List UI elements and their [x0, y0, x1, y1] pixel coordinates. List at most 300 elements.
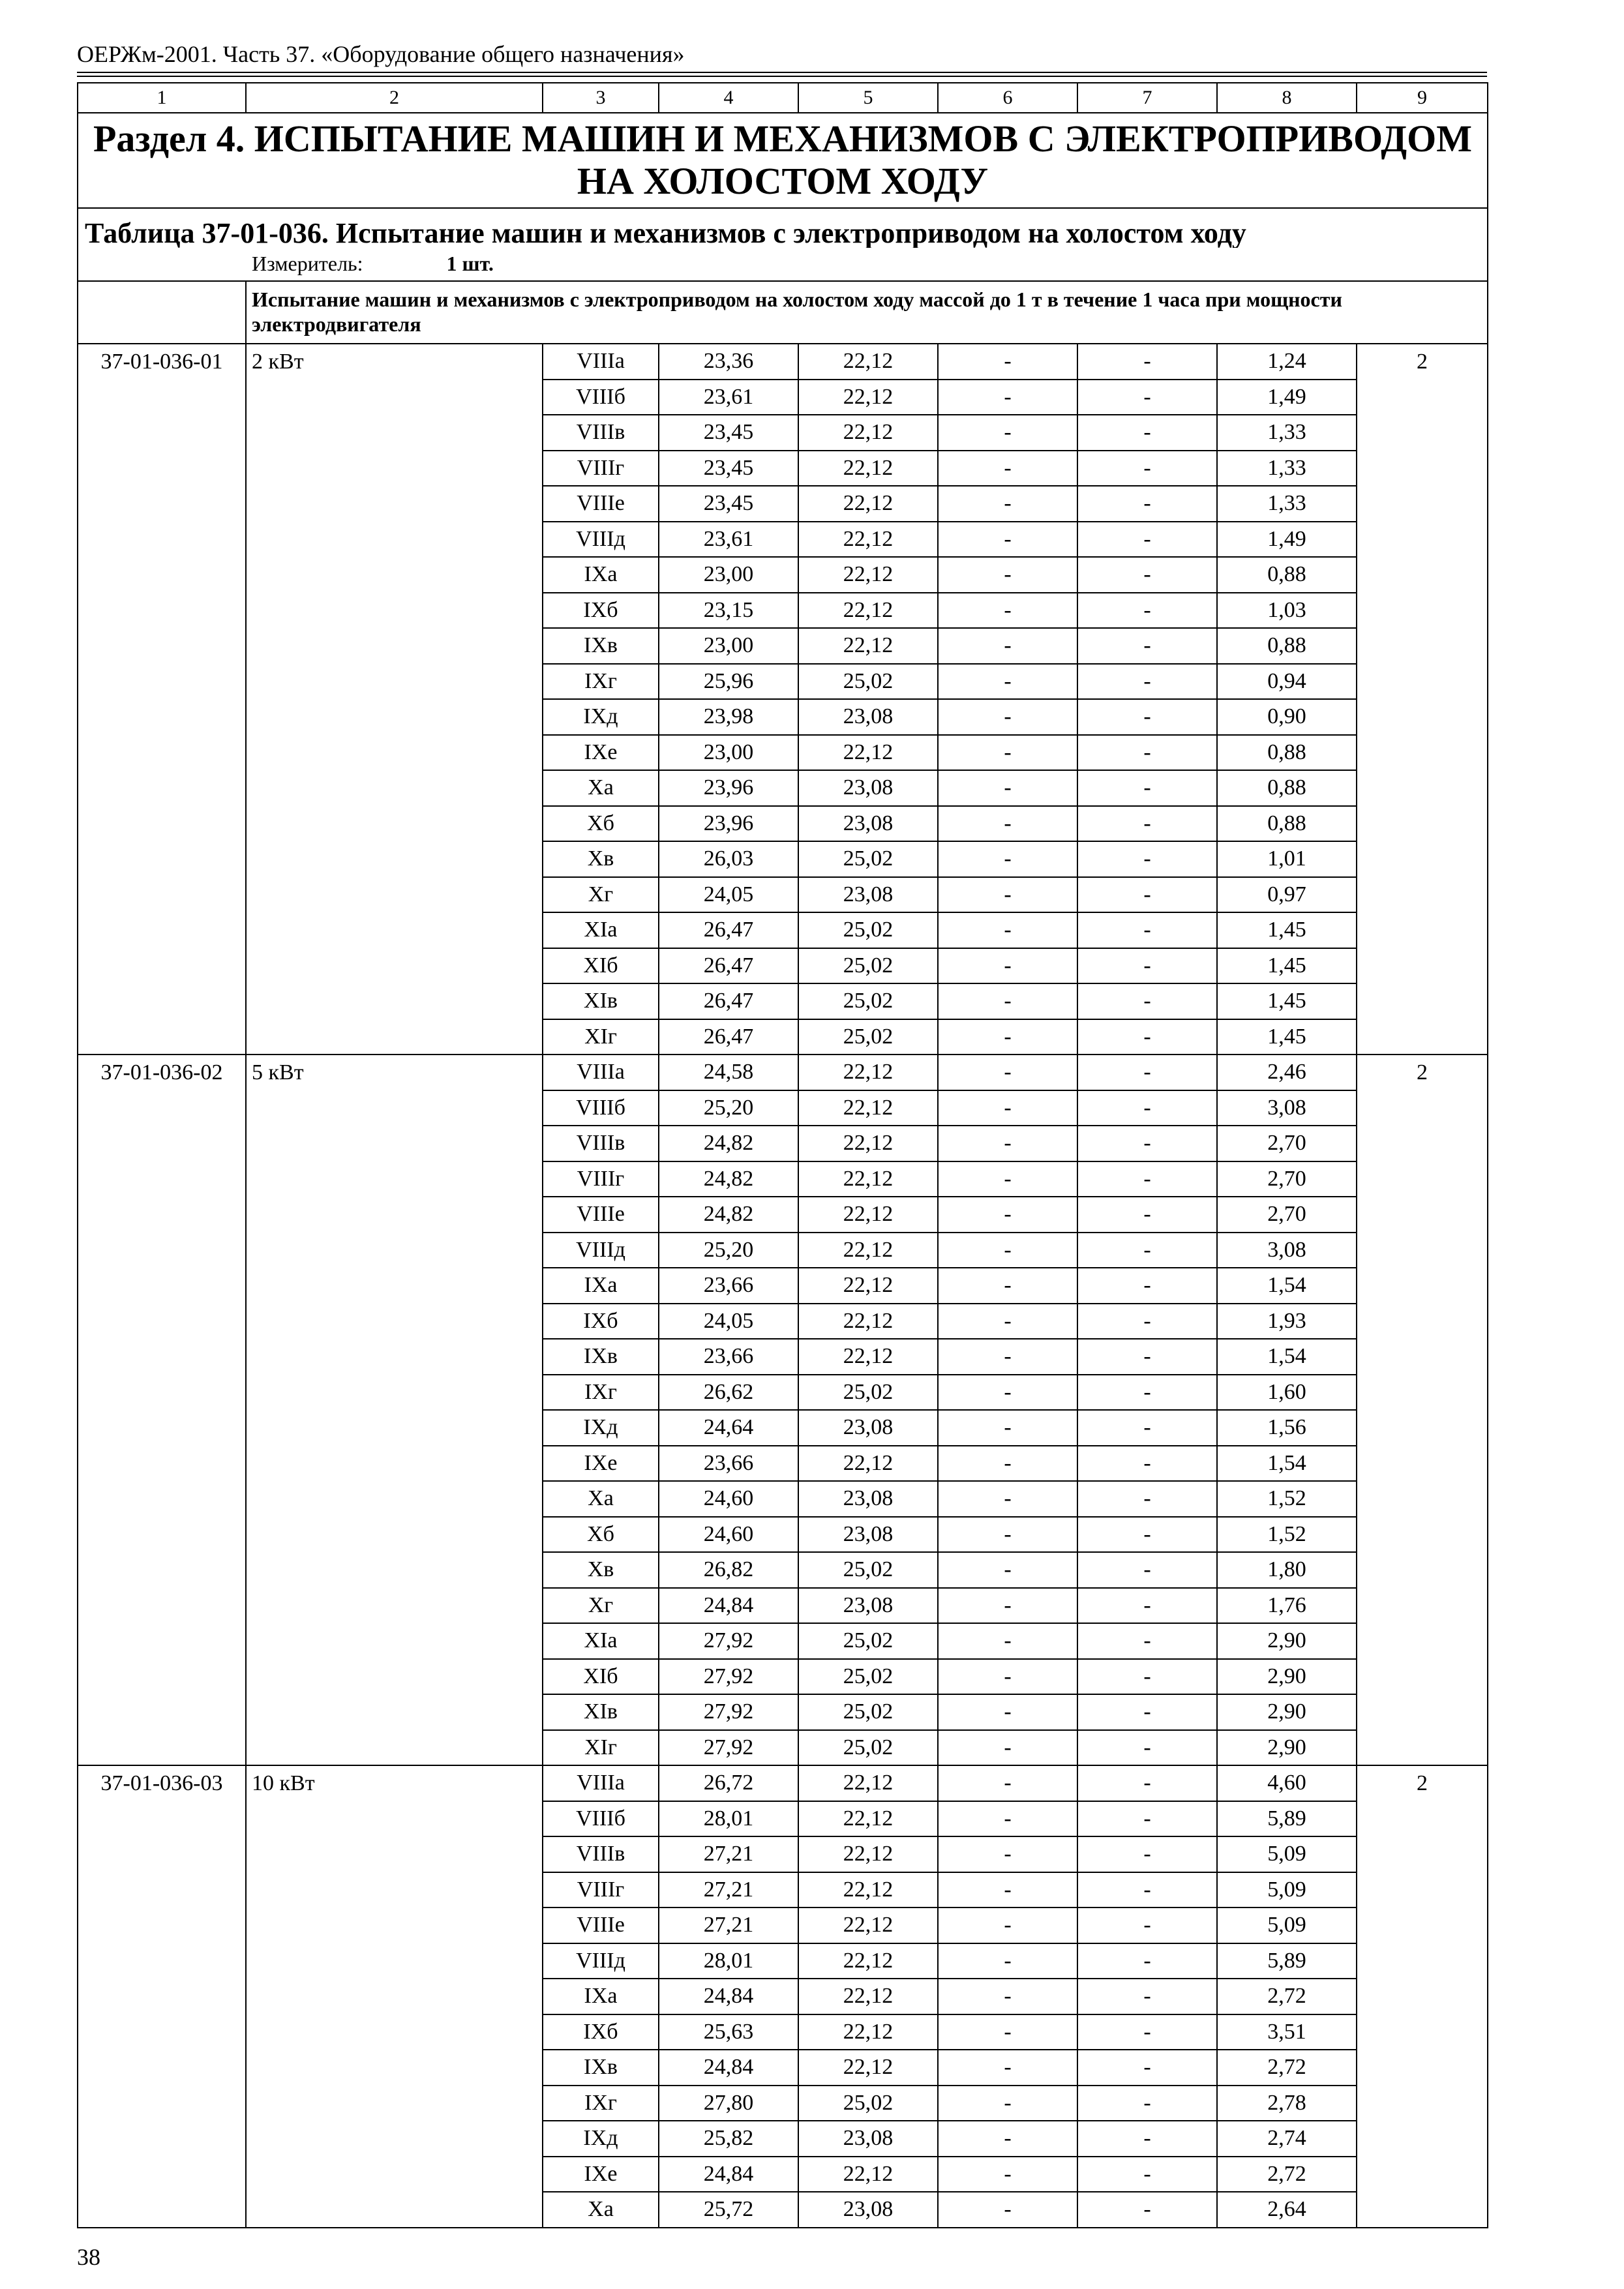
- total-cell: 26,47: [659, 1019, 798, 1055]
- category-value: 2: [1357, 1055, 1488, 1765]
- machine-cell: -: [938, 1659, 1077, 1695]
- driver-cell: -: [1077, 1197, 1217, 1233]
- zone-cell: Xб: [543, 1517, 659, 1553]
- zone-cell: IXб: [543, 1304, 659, 1339]
- description: Испытание машин и механизмов с электроприводом на холостом ходу массой до 1 т в течение 1 часа при мощности электродвигателя: [246, 281, 1488, 344]
- driver-cell: -: [1077, 593, 1217, 629]
- zone-cell: XIа: [543, 1623, 659, 1659]
- total-cell: 26,47: [659, 983, 798, 1019]
- driver-cell: -: [1077, 1019, 1217, 1055]
- zone-cell: IXа: [543, 1979, 659, 2014]
- total-cell: 25,96: [659, 664, 798, 700]
- total-cell: 23,61: [659, 380, 798, 415]
- labor-cell: 25,02: [798, 983, 938, 1019]
- material-cell: 1,49: [1217, 380, 1357, 415]
- material-cell: 0,88: [1217, 735, 1357, 771]
- machine-cell: -: [938, 1765, 1077, 1801]
- labor-cell: 22,12: [798, 1090, 938, 1126]
- total-cell: 23,00: [659, 735, 798, 771]
- section-title-row: [78, 113, 1488, 208]
- total-cell: 24,05: [659, 1304, 798, 1339]
- labor-cell: 25,02: [798, 1623, 938, 1659]
- driver-cell: -: [1077, 1801, 1217, 1837]
- labor-cell: 22,12: [798, 2050, 938, 2086]
- driver-cell: -: [1077, 1481, 1217, 1517]
- section-title: Раздел 4. ИСПЫТАНИЕ МАШИН И МЕХАНИЗМОВ С ЭЛЕКТРОПРИВОДОМ НА ХОЛОСТОМ ХОДУ: [78, 113, 1488, 208]
- labor-cell: 25,02: [798, 1659, 938, 1695]
- material-cell: 5,89: [1217, 1801, 1357, 1837]
- zone-cell: IXд: [543, 699, 659, 735]
- labor-cell: 22,12: [798, 1908, 938, 1943]
- machine-cell: -: [938, 983, 1077, 1019]
- driver-cell: -: [1077, 912, 1217, 948]
- total-cell: 24,84: [659, 1979, 798, 2014]
- labor-cell: 23,08: [798, 1410, 938, 1446]
- zone-cell: IXе: [543, 735, 659, 771]
- total-cell: 23,45: [659, 486, 798, 522]
- material-cell: 2,70: [1217, 1197, 1357, 1233]
- labor-cell: 25,02: [798, 912, 938, 948]
- column-number: 8: [1217, 83, 1357, 113]
- zone-cell: XIб: [543, 948, 659, 984]
- machine-cell: -: [938, 1161, 1077, 1197]
- zone-cell: VIIIб: [543, 380, 659, 415]
- total-cell: 27,92: [659, 1623, 798, 1659]
- driver-cell: -: [1077, 1588, 1217, 1624]
- zone-cell: IXд: [543, 2121, 659, 2157]
- total-cell: 24,84: [659, 2050, 798, 2086]
- material-cell: 2,70: [1217, 1126, 1357, 1161]
- driver-cell: -: [1077, 2121, 1217, 2157]
- zone-cell: IXб: [543, 2014, 659, 2050]
- machine-cell: -: [938, 451, 1077, 486]
- zone-cell: Xг: [543, 1588, 659, 1624]
- machine-cell: -: [938, 628, 1077, 664]
- machine-cell: -: [938, 664, 1077, 700]
- machine-cell: -: [938, 1979, 1077, 2014]
- labor-cell: 22,12: [798, 1943, 938, 1979]
- machine-cell: -: [938, 1588, 1077, 1624]
- material-cell: 1,93: [1217, 1304, 1357, 1339]
- material-cell: 2,90: [1217, 1730, 1357, 1766]
- driver-cell: -: [1077, 1446, 1217, 1482]
- labor-cell: 23,08: [798, 770, 938, 806]
- material-cell: 1,52: [1217, 1517, 1357, 1553]
- zone-cell: VIIIа: [543, 1055, 659, 1090]
- total-cell: 23,00: [659, 628, 798, 664]
- zone-cell: IXг: [543, 1375, 659, 1411]
- total-cell: 27,80: [659, 2086, 798, 2121]
- labor-cell: 22,12: [798, 1446, 938, 1482]
- labor-cell: 22,12: [798, 1055, 938, 1090]
- material-cell: 2,78: [1217, 2086, 1357, 2121]
- labor-cell: 22,12: [798, 2014, 938, 2050]
- driver-cell: -: [1077, 1943, 1217, 1979]
- labor-cell: 22,12: [798, 1339, 938, 1375]
- total-cell: 28,01: [659, 1801, 798, 1837]
- driver-cell: -: [1077, 664, 1217, 700]
- material-cell: 1,03: [1217, 593, 1357, 629]
- labor-cell: 23,08: [798, 1588, 938, 1624]
- total-cell: 23,96: [659, 806, 798, 842]
- measure-label: Измеритель:: [252, 252, 363, 275]
- total-cell: 27,92: [659, 1730, 798, 1766]
- material-cell: 1,45: [1217, 912, 1357, 948]
- driver-cell: -: [1077, 1339, 1217, 1375]
- labor-cell: 25,02: [798, 2086, 938, 2121]
- total-cell: 23,66: [659, 1446, 798, 1482]
- driver-cell: -: [1077, 380, 1217, 415]
- driver-cell: -: [1077, 1694, 1217, 1730]
- total-cell: 23,66: [659, 1339, 798, 1375]
- zone-cell: VIIIд: [543, 1943, 659, 1979]
- driver-cell: -: [1077, 628, 1217, 664]
- machine-cell: -: [938, 2086, 1077, 2121]
- running-header: ОЕРЖм-2001. Часть 37. «Оборудование общего назначения»: [77, 41, 685, 67]
- zone-cell: VIIIд: [543, 522, 659, 558]
- machine-cell: -: [938, 2121, 1077, 2157]
- labor-cell: 22,12: [798, 1765, 938, 1801]
- total-cell: 23,96: [659, 770, 798, 806]
- labor-cell: 22,12: [798, 1233, 938, 1268]
- machine-cell: -: [938, 1872, 1077, 1908]
- machine-cell: -: [938, 2050, 1077, 2086]
- material-cell: 1,49: [1217, 522, 1357, 558]
- labor-cell: 22,12: [798, 486, 938, 522]
- machine-cell: -: [938, 2192, 1077, 2228]
- total-cell: 27,21: [659, 1908, 798, 1943]
- zone-cell: IXг: [543, 664, 659, 700]
- zone-cell: VIIIв: [543, 415, 659, 451]
- zone-cell: IXа: [543, 557, 659, 593]
- total-cell: 27,92: [659, 1694, 798, 1730]
- machine-cell: -: [938, 877, 1077, 913]
- column-number: 5: [798, 83, 938, 113]
- zone-cell: IXв: [543, 2050, 659, 2086]
- driver-cell: -: [1077, 1517, 1217, 1553]
- measure-row: [78, 248, 1488, 281]
- labor-cell: 22,12: [798, 451, 938, 486]
- labor-cell: 22,12: [798, 1304, 938, 1339]
- machine-cell: -: [938, 593, 1077, 629]
- total-cell: 23,45: [659, 451, 798, 486]
- material-cell: 2,72: [1217, 2157, 1357, 2192]
- zone-cell: XIв: [543, 983, 659, 1019]
- driver-cell: -: [1077, 1233, 1217, 1268]
- total-cell: 26,47: [659, 948, 798, 984]
- driver-cell: -: [1077, 735, 1217, 771]
- driver-cell: -: [1077, 451, 1217, 486]
- machine-cell: -: [938, 1943, 1077, 1979]
- total-cell: 26,72: [659, 1765, 798, 1801]
- description-blank-cell: [78, 281, 246, 344]
- zone-cell: Xа: [543, 2192, 659, 2228]
- driver-cell: -: [1077, 1161, 1217, 1197]
- driver-cell: -: [1077, 948, 1217, 984]
- driver-cell: -: [1077, 1304, 1217, 1339]
- total-cell: 23,66: [659, 1268, 798, 1304]
- driver-cell: -: [1077, 1730, 1217, 1766]
- labor-cell: 23,08: [798, 2192, 938, 2228]
- motor-power: 5 кВт: [246, 1055, 543, 1765]
- material-cell: 2,70: [1217, 1161, 1357, 1197]
- zone-cell: IXа: [543, 1268, 659, 1304]
- labor-cell: 22,12: [798, 735, 938, 771]
- driver-cell: -: [1077, 1410, 1217, 1446]
- labor-cell: 22,12: [798, 415, 938, 451]
- table-title-row: [78, 208, 1488, 248]
- zone-cell: Xа: [543, 1481, 659, 1517]
- material-cell: 5,09: [1217, 1872, 1357, 1908]
- total-cell: 24,84: [659, 2157, 798, 2192]
- material-cell: 1,80: [1217, 1552, 1357, 1588]
- column-number: 2: [246, 83, 543, 113]
- material-cell: 0,88: [1217, 770, 1357, 806]
- machine-cell: -: [938, 1801, 1077, 1837]
- labor-cell: 25,02: [798, 948, 938, 984]
- total-cell: 23,15: [659, 593, 798, 629]
- driver-cell: -: [1077, 699, 1217, 735]
- total-cell: 27,21: [659, 1836, 798, 1872]
- category-value: 2: [1357, 1765, 1488, 2228]
- total-cell: 24,58: [659, 1055, 798, 1090]
- machine-cell: -: [938, 557, 1077, 593]
- material-cell: 1,76: [1217, 1588, 1357, 1624]
- material-cell: 1,33: [1217, 451, 1357, 486]
- labor-cell: 22,12: [798, 1161, 938, 1197]
- machine-cell: -: [938, 699, 1077, 735]
- material-cell: 0,88: [1217, 628, 1357, 664]
- total-cell: 23,61: [659, 522, 798, 558]
- zone-cell: VIIIб: [543, 1090, 659, 1126]
- total-cell: 24,82: [659, 1161, 798, 1197]
- zone-cell: XIг: [543, 1730, 659, 1766]
- material-cell: 2,74: [1217, 2121, 1357, 2157]
- material-cell: 1,45: [1217, 1019, 1357, 1055]
- labor-cell: 22,12: [798, 1979, 938, 2014]
- labor-cell: 23,08: [798, 699, 938, 735]
- driver-cell: -: [1077, 1836, 1217, 1872]
- material-cell: 1,01: [1217, 841, 1357, 877]
- machine-cell: -: [938, 1446, 1077, 1482]
- zone-cell: IXе: [543, 2157, 659, 2192]
- header-rule: [77, 72, 1487, 73]
- machine-cell: -: [938, 1410, 1077, 1446]
- machine-cell: -: [938, 1233, 1077, 1268]
- price-table: [77, 82, 1488, 2228]
- driver-cell: -: [1077, 1268, 1217, 1304]
- driver-cell: -: [1077, 2192, 1217, 2228]
- total-cell: 26,47: [659, 912, 798, 948]
- machine-cell: -: [938, 1552, 1077, 1588]
- machine-cell: -: [938, 2014, 1077, 2050]
- zone-cell: XIг: [543, 1019, 659, 1055]
- total-cell: 28,01: [659, 1943, 798, 1979]
- zone-cell: VIIIе: [543, 1197, 659, 1233]
- description-row: [78, 281, 1488, 344]
- material-cell: 1,54: [1217, 1268, 1357, 1304]
- labor-cell: 22,12: [798, 1197, 938, 1233]
- material-cell: 4,60: [1217, 1765, 1357, 1801]
- material-cell: 3,51: [1217, 2014, 1357, 2050]
- total-cell: 24,05: [659, 877, 798, 913]
- driver-cell: -: [1077, 2014, 1217, 2050]
- material-cell: 0,88: [1217, 806, 1357, 842]
- driver-cell: -: [1077, 1623, 1217, 1659]
- zone-cell: IXв: [543, 628, 659, 664]
- material-cell: 0,88: [1217, 557, 1357, 593]
- total-cell: 24,64: [659, 1410, 798, 1446]
- zone-cell: IXб: [543, 593, 659, 629]
- driver-cell: -: [1077, 841, 1217, 877]
- driver-cell: -: [1077, 486, 1217, 522]
- machine-cell: -: [938, 1197, 1077, 1233]
- total-cell: 25,20: [659, 1090, 798, 1126]
- machine-cell: -: [938, 1623, 1077, 1659]
- driver-cell: -: [1077, 1375, 1217, 1411]
- material-cell: 1,45: [1217, 983, 1357, 1019]
- zone-cell: Xв: [543, 841, 659, 877]
- machine-cell: -: [938, 2157, 1077, 2192]
- machine-cell: -: [938, 1055, 1077, 1090]
- driver-cell: -: [1077, 415, 1217, 451]
- total-cell: 23,98: [659, 699, 798, 735]
- labor-cell: 22,12: [798, 1126, 938, 1161]
- zone-cell: IXв: [543, 1339, 659, 1375]
- total-cell: 23,36: [659, 344, 798, 380]
- material-cell: 2,72: [1217, 2050, 1357, 2086]
- labor-cell: 22,12: [798, 344, 938, 380]
- total-cell: 23,00: [659, 557, 798, 593]
- column-number: 7: [1077, 83, 1217, 113]
- machine-cell: -: [938, 344, 1077, 380]
- machine-cell: -: [938, 1268, 1077, 1304]
- column-number: 6: [938, 83, 1077, 113]
- total-cell: 24,82: [659, 1126, 798, 1161]
- material-cell: 1,33: [1217, 486, 1357, 522]
- total-cell: 26,03: [659, 841, 798, 877]
- total-cell: 26,62: [659, 1375, 798, 1411]
- labor-cell: 25,02: [798, 1375, 938, 1411]
- labor-cell: 25,02: [798, 841, 938, 877]
- zone-cell: VIIIд: [543, 1233, 659, 1268]
- machine-cell: -: [938, 1304, 1077, 1339]
- total-cell: 24,60: [659, 1481, 798, 1517]
- machine-cell: -: [938, 486, 1077, 522]
- material-cell: 1,54: [1217, 1446, 1357, 1482]
- driver-cell: -: [1077, 1979, 1217, 2014]
- zone-cell: XIб: [543, 1659, 659, 1695]
- material-cell: 2,64: [1217, 2192, 1357, 2228]
- total-cell: 24,84: [659, 1588, 798, 1624]
- labor-cell: 22,12: [798, 380, 938, 415]
- machine-cell: -: [938, 1730, 1077, 1766]
- column-number: 1: [78, 83, 246, 113]
- driver-cell: -: [1077, 1090, 1217, 1126]
- zone-cell: IXг: [543, 2086, 659, 2121]
- total-cell: 25,63: [659, 2014, 798, 2050]
- labor-cell: 23,08: [798, 2121, 938, 2157]
- table-row: [78, 1765, 1488, 1801]
- machine-cell: -: [938, 1908, 1077, 1943]
- labor-cell: 22,12: [798, 1268, 938, 1304]
- machine-cell: -: [938, 770, 1077, 806]
- table-row: [78, 1055, 1488, 1090]
- zone-cell: VIIIг: [543, 451, 659, 486]
- driver-cell: -: [1077, 983, 1217, 1019]
- zone-cell: VIIIв: [543, 1126, 659, 1161]
- labor-cell: 25,02: [798, 1019, 938, 1055]
- table-row: [78, 344, 1488, 380]
- machine-cell: -: [938, 1694, 1077, 1730]
- material-cell: 0,90: [1217, 699, 1357, 735]
- material-cell: 0,94: [1217, 664, 1357, 700]
- total-cell: 23,45: [659, 415, 798, 451]
- zone-cell: Xб: [543, 806, 659, 842]
- zone-cell: VIIIе: [543, 1908, 659, 1943]
- machine-cell: -: [938, 1090, 1077, 1126]
- driver-cell: -: [1077, 1908, 1217, 1943]
- motor-power: 2 кВт: [246, 344, 543, 1055]
- total-cell: 24,60: [659, 1517, 798, 1553]
- zone-cell: XIа: [543, 912, 659, 948]
- driver-cell: -: [1077, 806, 1217, 842]
- zone-cell: IXе: [543, 1446, 659, 1482]
- material-cell: 2,46: [1217, 1055, 1357, 1090]
- zone-cell: VIIIг: [543, 1161, 659, 1197]
- machine-cell: -: [938, 806, 1077, 842]
- machine-cell: -: [938, 1375, 1077, 1411]
- header-rule-double: [77, 76, 1487, 77]
- rate-code: 37-01-036-03: [78, 1765, 246, 2228]
- labor-cell: 23,08: [798, 877, 938, 913]
- total-cell: 25,20: [659, 1233, 798, 1268]
- material-cell: 1,33: [1217, 415, 1357, 451]
- zone-cell: VIIIа: [543, 1765, 659, 1801]
- column-number: 9: [1357, 83, 1488, 113]
- zone-cell: VIIIе: [543, 486, 659, 522]
- labor-cell: 22,12: [798, 2157, 938, 2192]
- driver-cell: -: [1077, 1126, 1217, 1161]
- zone-cell: VIIIг: [543, 1872, 659, 1908]
- machine-cell: -: [938, 912, 1077, 948]
- material-cell: 0,97: [1217, 877, 1357, 913]
- rate-code: 37-01-036-02: [78, 1055, 246, 1765]
- machine-cell: -: [938, 735, 1077, 771]
- machine-cell: -: [938, 1836, 1077, 1872]
- machine-cell: -: [938, 1019, 1077, 1055]
- driver-cell: -: [1077, 557, 1217, 593]
- zone-cell: IXд: [543, 1410, 659, 1446]
- material-cell: 2,90: [1217, 1659, 1357, 1695]
- driver-cell: -: [1077, 522, 1217, 558]
- measure-value: 1 шт.: [446, 252, 494, 275]
- zone-cell: Xв: [543, 1552, 659, 1588]
- material-cell: 1,52: [1217, 1481, 1357, 1517]
- category-value: 2: [1357, 344, 1488, 1055]
- driver-cell: -: [1077, 2050, 1217, 2086]
- zone-cell: VIIIа: [543, 344, 659, 380]
- driver-cell: -: [1077, 1659, 1217, 1695]
- material-cell: 5,09: [1217, 1836, 1357, 1872]
- labor-cell: 23,08: [798, 1481, 938, 1517]
- machine-cell: -: [938, 415, 1077, 451]
- zone-cell: Xг: [543, 877, 659, 913]
- total-cell: 24,82: [659, 1197, 798, 1233]
- labor-cell: 22,12: [798, 593, 938, 629]
- driver-cell: -: [1077, 2157, 1217, 2192]
- machine-cell: -: [938, 522, 1077, 558]
